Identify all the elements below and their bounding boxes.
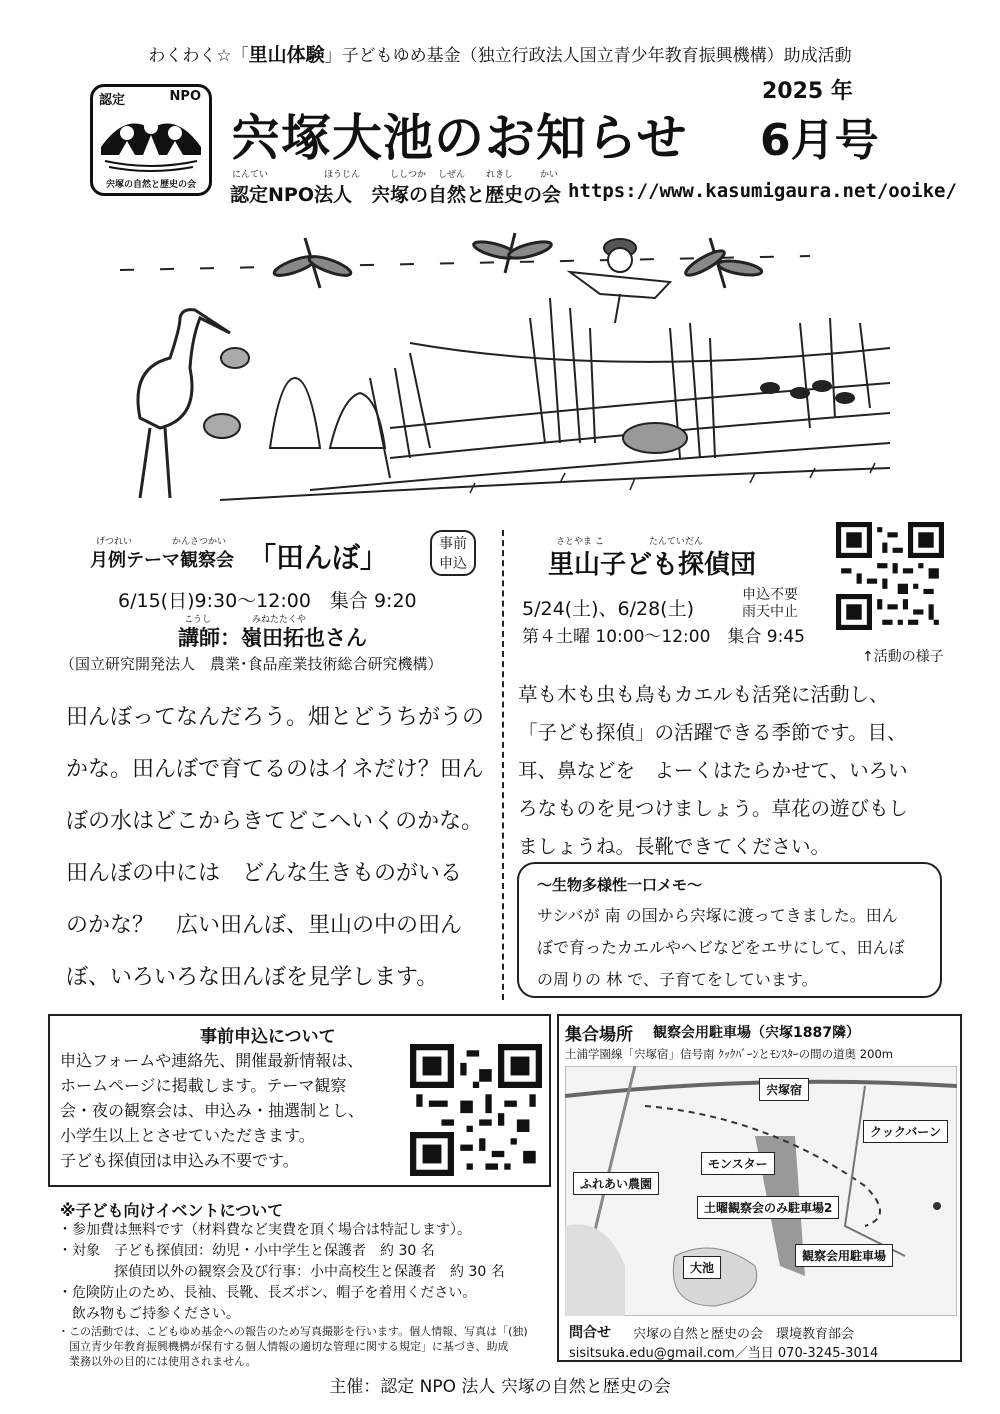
homepage-qr-code[interactable] <box>410 1044 542 1176</box>
contact-org: 宍塚の自然と歴史の会 環境教育部会 <box>633 1327 855 1342</box>
map-label-shishitsuka: 宍塚宿 <box>759 1078 809 1101</box>
frog-icon <box>204 348 249 438</box>
detective-time: 第４土曜 10:00～12:00 集合 9:45 <box>522 627 805 647</box>
detective-note1: 申込不要 <box>742 587 798 603</box>
memo-title: ～生物多様性一口メモ～ <box>537 876 703 894</box>
monthly-label: 月例テーマ観察会 <box>90 550 234 571</box>
photo-footnote: ・この活動では、こどもゆめ基金への報告のため写真撮影を行います。個人情報、写真は「(独) 国立青少年教育振興機構が保有する個人情報の適切な管理に関する規定」に基づき、助成 業務以外の目的には使用されません。 <box>58 1325 528 1368</box>
meeting-place-box <box>557 1014 962 1362</box>
map-label-ooike: 大池 <box>683 1256 721 1279</box>
monthly-ruby: げつれい <box>96 537 133 547</box>
preregister-body: 申込フォームや連絡先、開催最新情報は、 ホームページに掲載します。テーマ観察 会・夜の観察会は、申込み・抽選制とし、 小学生以上とさせていただきます。 子ども探偵団は申込み不要です。 <box>60 1051 365 1170</box>
logo-people-icon <box>101 107 201 175</box>
kids-events-list: ・参加費は無料です（材料費など実費を頂く場合は特記します）。 ・対象 子ども探偵団：幼児・小中学生と保護者 約 30 名 探偵団以外の観察会及び行事：小中高校生と保護者 約 30 名 ・危険防止のため、長袖、長靴、長ズボン、帽子を着用ください。 飲み物もご持参ください。 <box>58 1222 505 1322</box>
newsletter-title: 宍塚大池のお知らせ <box>230 109 688 167</box>
kids-events-title: ※子ども向けイベントについて <box>60 1201 284 1220</box>
preregister-badge: 事前 申込 <box>430 530 476 576</box>
detective-title: 里山子ども探偵団 <box>548 550 757 580</box>
detective-ruby: さとやま こ たんていだん <box>556 537 703 547</box>
map-label-cookbarn: クックバーン <box>863 1120 948 1143</box>
top-banner: わくわく☆「里山体験」子どもゆめ基金（独立行政法人国立青少年教育振興機構）助成活動 <box>148 44 852 66</box>
npo-logo: 認定 NPO 宍塚の自然と歴史の会 <box>90 84 212 196</box>
preregister-box <box>48 1014 551 1187</box>
preregister-title: 事前申込について <box>200 1027 336 1047</box>
activity-qr-code[interactable] <box>836 522 944 630</box>
issue-month: 6月号 <box>760 115 879 166</box>
website-link[interactable]: https://www.kasumigaura.net/ooike/ <box>568 180 957 202</box>
satoyama-illustration <box>110 228 900 518</box>
lecturer-affiliation: （国立研究開発法人 農業･食品産業技術総合研究機構） <box>60 655 443 673</box>
route-description: 土浦学園線「宍塚宿」信号南 ｸｯｸﾊﾞｰﾝとﾓﾝｽﾀｰの間の道奥 200m <box>565 1047 893 1061</box>
issue-year: 2025 年 <box>762 79 853 104</box>
map-label-parking2: 土曜観察会のみ駐車場2 <box>697 1196 839 1219</box>
map-label-parking: 観察会用駐車場 <box>795 1244 893 1267</box>
organizer-footer: 主催：認定 NPO 法人 宍塚の自然と歴史の会 <box>329 1377 671 1397</box>
meeting-title: 集合場所 <box>565 1025 633 1045</box>
lecturer-ruby: こうし <box>184 615 212 625</box>
map-label-farm: ふれあい農園 <box>573 1172 659 1195</box>
right-event-body: 草も木も虫も鳥もカエルも活発に活動し、 「子ども探偵」の活躍できる季節です。目、 耳、鼻などを よーくはたらかせて、いろい ろなものを見つけましょう。草花の遊びもし ましょうね。長靴できてください。 <box>518 683 909 858</box>
turtle-icon <box>623 423 687 453</box>
column-divider <box>502 530 504 1000</box>
observe-ruby: かんさつかい <box>172 537 227 547</box>
map-label-monster: モンスター <box>701 1152 775 1175</box>
lecturer-name-ruby: みねたたくや <box>252 615 307 625</box>
lecturer: 講師：嶺田拓也さん <box>178 626 367 650</box>
heron-icon <box>138 310 230 498</box>
org-name: 認定NPO法人 宍塚の自然と歴史の会 <box>230 184 561 206</box>
detective-note2: 雨天中止 <box>742 604 798 620</box>
qr-caption: ↑活動の様子 <box>862 649 944 665</box>
event-datetime: 6/15(日)9:30～12:00 集合 9:20 <box>118 590 417 612</box>
event-theme: 「田んぼ」 <box>248 541 389 574</box>
dragonfly-icon <box>272 233 762 288</box>
detective-dates: 5/24(土)、6/28(土) <box>522 598 694 620</box>
meeting-place: 観察会用駐車場（宍塚1887隣） <box>653 1025 860 1041</box>
contact-email[interactable]: sisitsuka.edu@gmail.com／当日 070-3245-3014 <box>569 1346 879 1361</box>
memo-body: サシバが 南 の国から宍塚に渡ってきました。田ん ぼで育ったカエルやヘビなどをエサにして、田んぼ の周りの 林 で、子育てをしています。 <box>537 906 905 989</box>
scarecrow-icon <box>570 239 670 323</box>
contact-label: 問合せ <box>569 1325 611 1341</box>
biodiversity-memo <box>517 862 942 998</box>
left-event-body: 田んぼってなんだろう。畑とどうちがうの かな。田んぼで育てるのはイネだけ？田ん ぼの水はどこからきてどこへいくのかな。 田んぼの中には どんな生きものがいる のかな？ 広い田んぼ、里山の中の田ん ぼ、いろいろな田んぼを見学します。 <box>66 705 485 990</box>
